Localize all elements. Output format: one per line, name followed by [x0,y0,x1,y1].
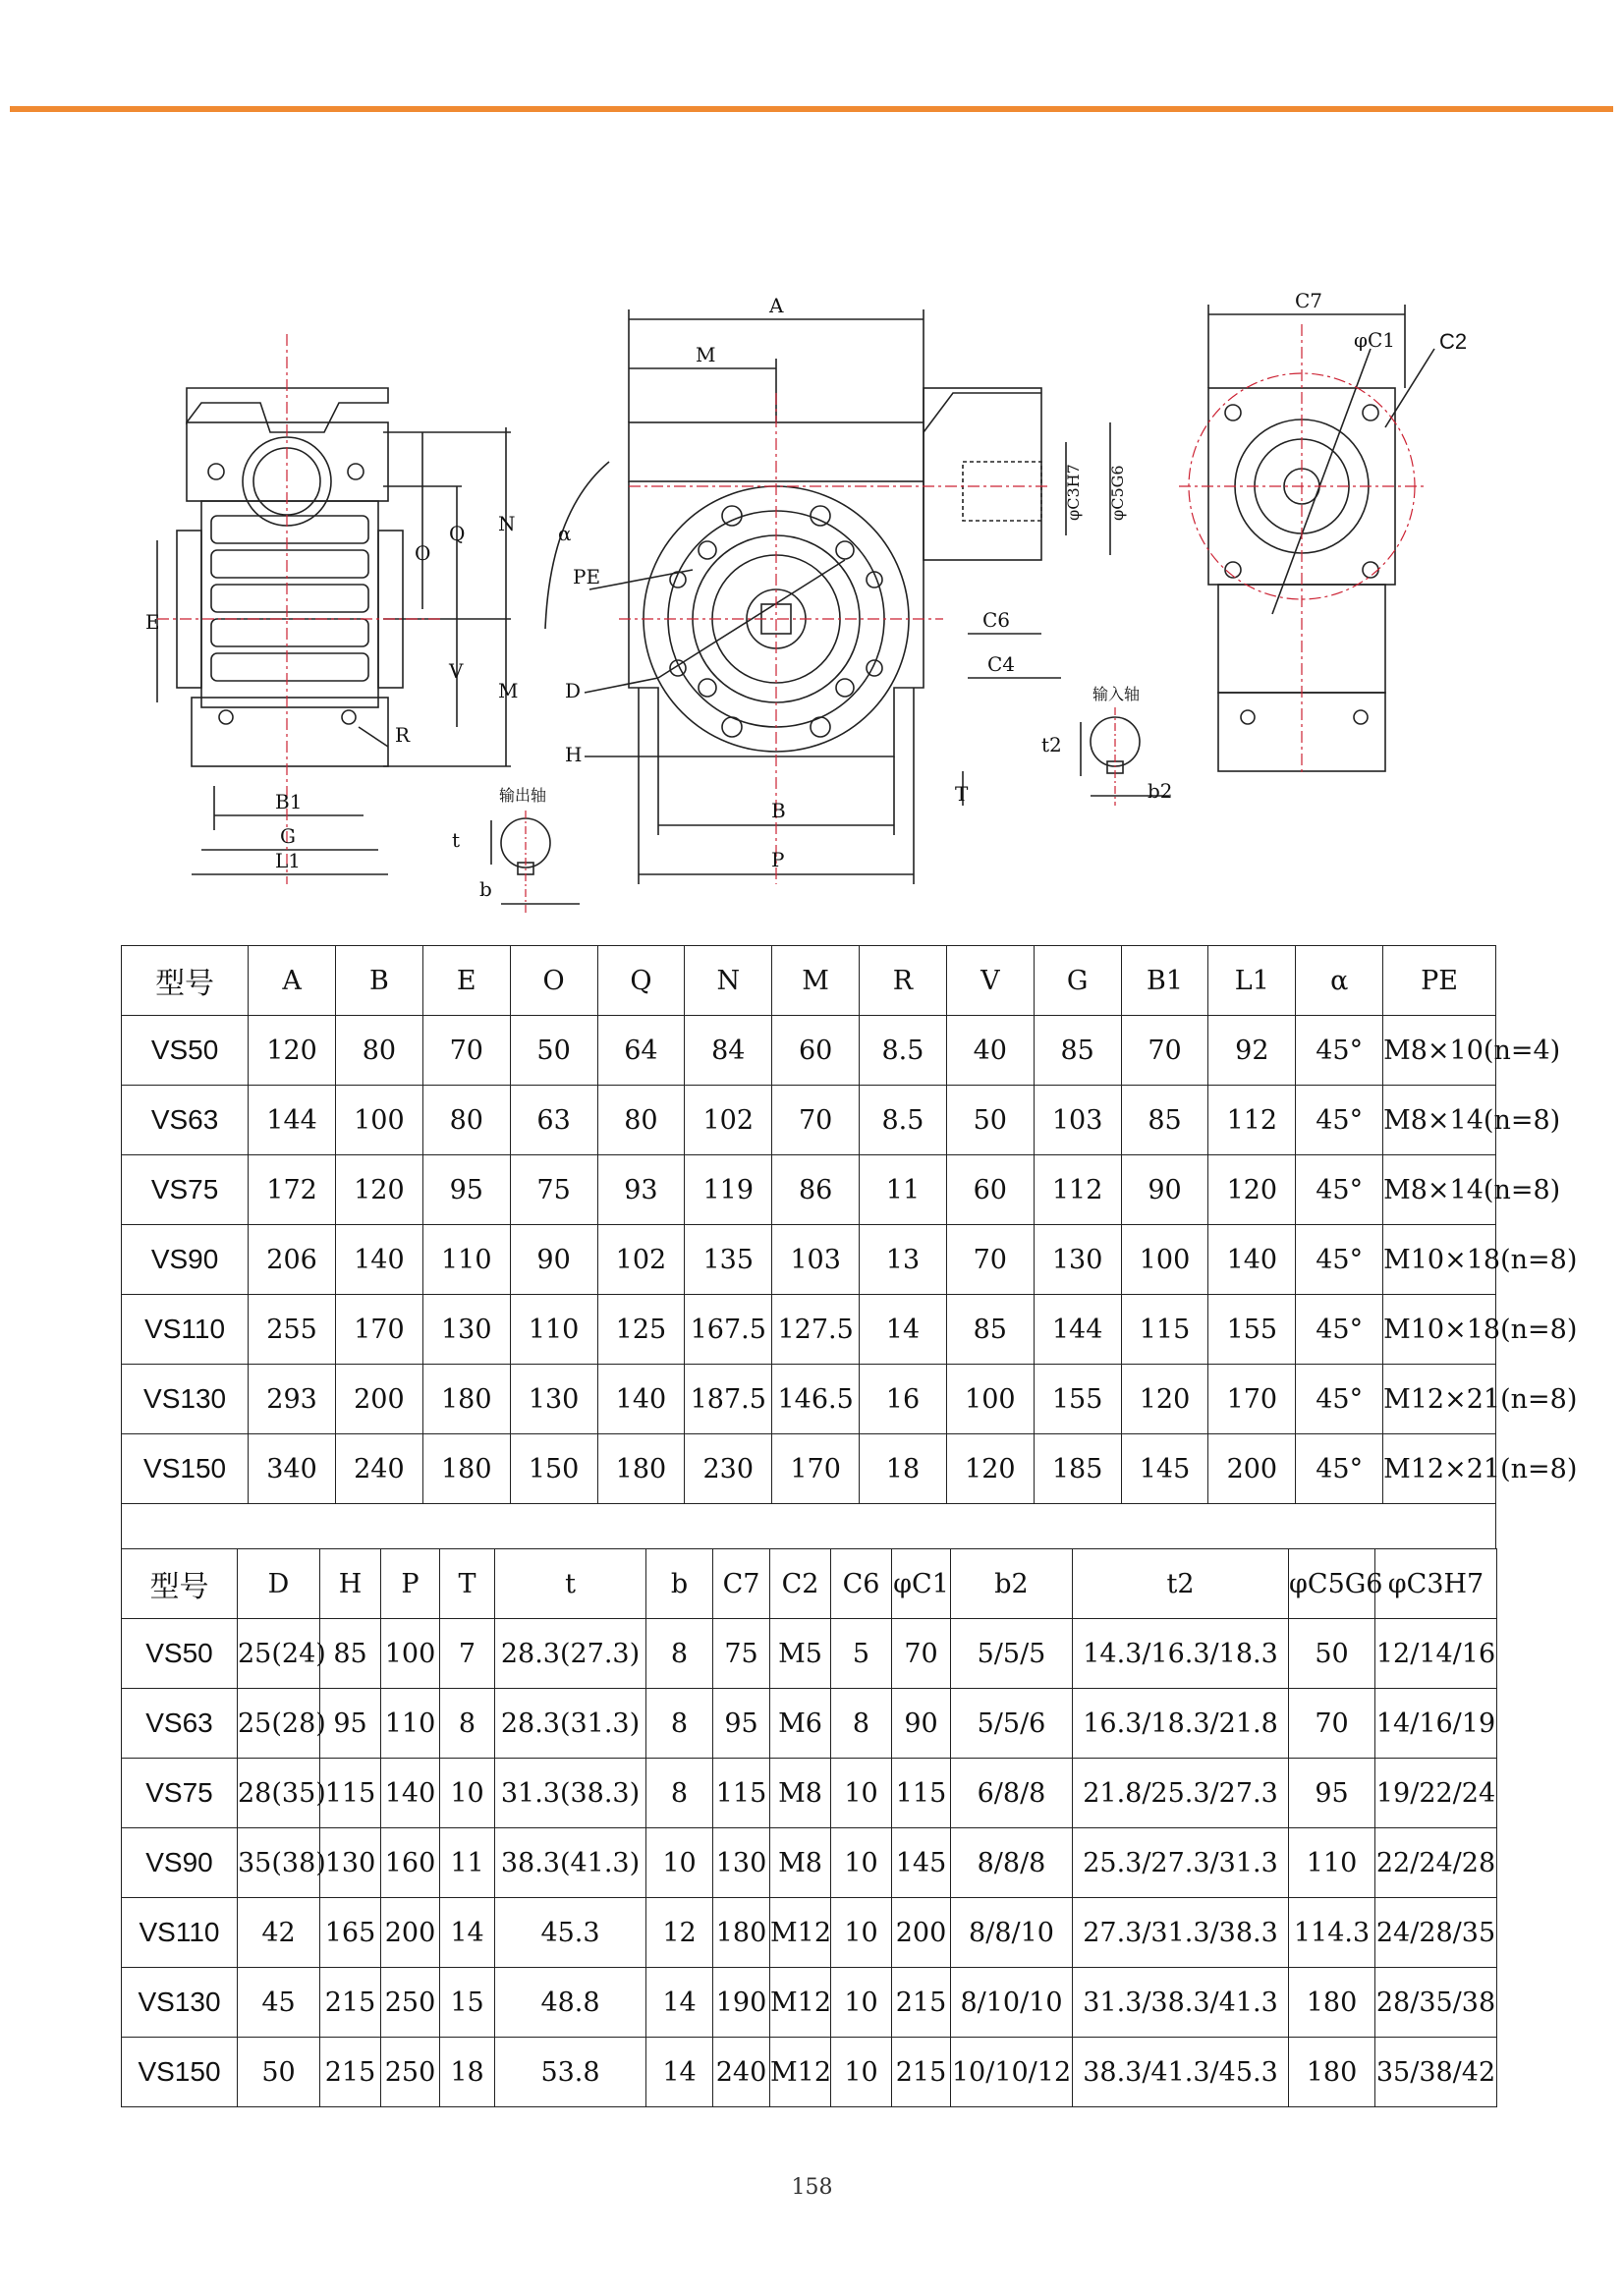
value-cell: 125 [597,1295,685,1365]
label-t2: t2 [1041,733,1062,756]
value-cell: 35(38) [238,1828,320,1898]
value-cell: 10 [831,1759,892,1828]
value-cell: 145 [1121,1434,1208,1504]
value-cell: 93 [597,1155,685,1225]
value-cell: M12×21(n=8) [1383,1434,1496,1504]
value-cell: 5 [831,1619,892,1689]
value-cell: 24/28/35 [1375,1898,1497,1968]
table-row [122,1434,1496,1504]
value-cell: 240 [335,1434,422,1504]
value-cell: 92 [1208,1016,1296,1086]
value-cell: 180 [597,1434,685,1504]
value-cell: 115 [1121,1295,1208,1365]
value-cell: 16 [860,1365,947,1434]
value-cell: 200 [892,1898,951,1968]
value-cell: M12 [770,1968,831,2038]
model-cell: VS90 [122,1225,249,1295]
model-cell: VS63 [122,1689,238,1759]
value-cell: 70 [422,1016,510,1086]
front-view [545,309,1110,884]
value-cell: 172 [249,1155,336,1225]
label-C2: C2 [1439,329,1468,354]
value-cell: M12×21(n=8) [1383,1365,1496,1434]
value-cell: 144 [1034,1295,1121,1365]
header-cell: α [1296,946,1383,1016]
value-cell: 14 [860,1295,947,1365]
header-cell: b2 [951,1549,1073,1619]
value-cell: 42 [238,1898,320,1968]
header-cell: H [320,1549,381,1619]
value-cell: 25.3/27.3/31.3 [1073,1828,1289,1898]
value-cell: 86 [772,1155,860,1225]
value-cell: 8 [646,1759,713,1828]
label-E: E [145,610,160,634]
value-cell: 115 [892,1759,951,1828]
input-shaft-title: 输入轴 [1092,685,1141,703]
label-C6: C6 [982,608,1011,632]
value-cell: 38.3/41.3/45.3 [1073,2038,1289,2107]
value-cell: 70 [892,1619,951,1689]
value-cell: 14 [440,1898,495,1968]
value-cell: 80 [335,1016,422,1086]
value-cell: 115 [320,1759,381,1828]
spec-table-1 [121,945,1578,1504]
value-cell: 8/8/8 [951,1828,1073,1898]
value-cell: 100 [335,1086,422,1155]
value-cell: 165 [320,1898,381,1968]
value-cell: 60 [946,1155,1034,1225]
spec-table-2 [121,1548,1497,2107]
header-cell: L1 [1208,946,1296,1016]
header-row [122,1549,1497,1619]
output-shaft-detail [491,818,580,904]
value-cell: 75 [713,1619,770,1689]
value-cell: 45° [1296,1086,1383,1155]
label-Q: Q [449,522,466,545]
value-cell: 70 [1121,1016,1208,1086]
table-row [122,1225,1496,1295]
label-b: b [479,877,492,901]
value-cell: 102 [597,1225,685,1295]
value-cell: 14.3/16.3/18.3 [1073,1619,1289,1689]
table-row [122,1759,1497,1828]
value-cell: 22/24/28 [1375,1828,1497,1898]
value-cell: 180 [713,1898,770,1968]
value-cell: M8×14(n=8) [1383,1086,1496,1155]
header-cell: B [335,946,422,1016]
value-cell: 70 [946,1225,1034,1295]
model-cell: VS50 [122,1619,238,1689]
header-row [122,946,1496,1016]
value-cell: 95 [320,1689,381,1759]
header-cell: φC5G6 [1289,1549,1375,1619]
header-cell: B1 [1121,946,1208,1016]
value-cell: 50 [946,1086,1034,1155]
value-cell: 130 [422,1295,510,1365]
value-cell: 10 [440,1759,495,1828]
value-cell: 112 [1034,1155,1121,1225]
header-cell: M [772,946,860,1016]
label-C3H7: φC3H7 [1064,464,1083,521]
value-cell: 155 [1208,1295,1296,1365]
value-cell: 200 [335,1365,422,1434]
value-cell: 100 [946,1365,1034,1434]
value-cell: 10 [831,1898,892,1968]
value-cell: 120 [946,1434,1034,1504]
value-cell: 130 [320,1828,381,1898]
label-M-front: M [696,343,716,366]
value-cell: 11 [860,1155,947,1225]
value-cell: 95 [422,1155,510,1225]
value-cell: 13 [860,1225,947,1295]
model-cell: VS130 [122,1365,249,1434]
value-cell: 90 [1121,1155,1208,1225]
value-cell: 8/8/10 [951,1898,1073,1968]
label-R: R [395,723,411,747]
table-row [122,1155,1496,1225]
value-cell: 180 [422,1434,510,1504]
model-cell: VS90 [122,1828,238,1898]
value-cell: M8×14(n=8) [1383,1155,1496,1225]
value-cell: 25(24) [238,1619,320,1689]
value-cell: 120 [335,1155,422,1225]
value-cell: 8 [646,1619,713,1689]
label-N: N [498,512,516,535]
value-cell: 180 [1289,1968,1375,2038]
value-cell: 45° [1296,1225,1383,1295]
value-cell: 10 [646,1828,713,1898]
value-cell: 8 [831,1689,892,1759]
value-cell: M12 [770,2038,831,2107]
value-cell: 70 [772,1086,860,1155]
value-cell: 215 [320,2038,381,2107]
table-row [122,1016,1496,1086]
value-cell: 40 [946,1016,1034,1086]
value-cell: 45° [1296,1155,1383,1225]
value-cell: 28/35/38 [1375,1968,1497,2038]
label-B1: B1 [275,790,303,813]
label-A: A [769,294,784,317]
value-cell: 112 [1208,1086,1296,1155]
value-cell: 85 [946,1295,1034,1365]
value-cell: 90 [510,1225,597,1295]
table-row [122,1365,1496,1434]
value-cell: 25(28) [238,1689,320,1759]
value-cell: 45° [1296,1016,1383,1086]
label-C5G6: φC5G6 [1108,465,1127,521]
value-cell: 119 [685,1155,772,1225]
value-cell: 12/14/16 [1375,1619,1497,1689]
header-cell: D [238,1549,320,1619]
value-cell: M5 [770,1619,831,1689]
value-cell: 53.8 [495,2038,646,2107]
value-cell: 10 [831,1828,892,1898]
header-cell: C6 [831,1549,892,1619]
value-cell: 127.5 [772,1295,860,1365]
value-cell: 100 [381,1619,440,1689]
value-cell: 45° [1296,1295,1383,1365]
value-cell: 70 [1289,1689,1375,1759]
value-cell: 48.8 [495,1968,646,2038]
value-cell: 10 [831,2038,892,2107]
label-C7: C7 [1295,289,1323,312]
table-row [122,1968,1497,2038]
value-cell: 110 [1289,1828,1375,1898]
value-cell: 28.3(27.3) [495,1619,646,1689]
model-cell: VS130 [122,1968,238,2038]
value-cell: 190 [713,1968,770,2038]
value-cell: 250 [381,1968,440,2038]
label-PE: PE [573,565,601,588]
value-cell: 60 [772,1016,860,1086]
value-cell: 102 [685,1086,772,1155]
value-cell: 170 [335,1295,422,1365]
table-row [122,1086,1496,1155]
value-cell: M6 [770,1689,831,1759]
value-cell: 130 [510,1365,597,1434]
value-cell: 170 [1208,1365,1296,1434]
value-cell: 8 [646,1689,713,1759]
value-cell: 146.5 [772,1365,860,1434]
value-cell: 21.8/25.3/27.3 [1073,1759,1289,1828]
value-cell: 10 [831,1968,892,2038]
value-cell: 80 [422,1086,510,1155]
value-cell: 120 [1208,1155,1296,1225]
value-cell: 14/16/19 [1375,1689,1497,1759]
label-G: G [280,824,296,848]
value-cell: 50 [510,1016,597,1086]
value-cell: 215 [892,2038,951,2107]
value-cell: 110 [381,1689,440,1759]
header-cell: t [495,1549,646,1619]
value-cell: 31.3/38.3/41.3 [1073,1968,1289,2038]
value-cell: 35/38/42 [1375,2038,1497,2107]
value-cell: 28(35) [238,1759,320,1828]
page-number: 158 [791,2175,833,2200]
header-cell: T [440,1549,495,1619]
label-C1: φC1 [1354,328,1396,352]
value-cell: 84 [685,1016,772,1086]
value-cell: 255 [249,1295,336,1365]
value-cell: 75 [510,1155,597,1225]
model-cell: VS150 [122,1434,249,1504]
value-cell: 15 [440,1968,495,2038]
value-cell: 170 [772,1434,860,1504]
value-cell: 115 [713,1759,770,1828]
table-row [122,1295,1496,1365]
header-cell: φC1 [892,1549,951,1619]
model-cell: VS75 [122,1759,238,1828]
value-cell: 64 [597,1016,685,1086]
value-cell: 293 [249,1365,336,1434]
value-cell: 12 [646,1898,713,1968]
value-cell: 28.3(31.3) [495,1689,646,1759]
value-cell: 200 [381,1898,440,1968]
value-cell: 50 [238,2038,320,2107]
model-cell: VS75 [122,1155,249,1225]
value-cell: 100 [1121,1225,1208,1295]
value-cell: 16.3/18.3/21.8 [1073,1689,1289,1759]
value-cell: 110 [422,1225,510,1295]
value-cell: 31.3(38.3) [495,1759,646,1828]
value-cell: 180 [1289,2038,1375,2107]
value-cell: 140 [597,1365,685,1434]
value-cell: 145 [892,1828,951,1898]
value-cell: 95 [713,1689,770,1759]
label-b2: b2 [1148,779,1173,803]
value-cell: 45 [238,1968,320,2038]
value-cell: 230 [685,1434,772,1504]
value-cell: 140 [335,1225,422,1295]
header-cell: φC3H7 [1375,1549,1497,1619]
value-cell: 45° [1296,1434,1383,1504]
table-spacer [121,1503,1496,1548]
header-cell-model: 型号 [122,946,249,1016]
value-cell: 8.5 [860,1086,947,1155]
value-cell: M8 [770,1759,831,1828]
header-cell: C2 [770,1549,831,1619]
value-cell: 250 [381,2038,440,2107]
header-cell: b [646,1549,713,1619]
label-V: V [449,659,464,683]
label-L1: L1 [275,849,302,872]
value-cell: 11 [440,1828,495,1898]
label-O: O [415,541,431,565]
value-cell: 8/10/10 [951,1968,1073,2038]
value-cell: 6/8/8 [951,1759,1073,1828]
model-cell: VS63 [122,1086,249,1155]
value-cell: 215 [892,1968,951,2038]
value-cell: 45° [1296,1365,1383,1434]
header-cell: Q [597,946,685,1016]
value-cell: 14 [646,2038,713,2107]
label-alpha: α [558,522,572,545]
value-cell: 38.3(41.3) [495,1828,646,1898]
value-cell: 85 [320,1619,381,1689]
value-cell: 27.3/31.3/38.3 [1073,1898,1289,1968]
model-cell: VS50 [122,1016,249,1086]
value-cell: 110 [510,1295,597,1365]
value-cell: 103 [772,1225,860,1295]
label-C4: C4 [987,652,1016,676]
value-cell: M10×18(n=8) [1383,1295,1496,1365]
value-cell: 85 [1034,1016,1121,1086]
output-shaft-title: 输出轴 [499,786,547,805]
value-cell: 180 [422,1365,510,1434]
value-cell: 185 [1034,1434,1121,1504]
label-T: T [955,782,969,806]
label-D: D [565,679,582,702]
value-cell: 5/5/5 [951,1619,1073,1689]
value-cell: 240 [713,2038,770,2107]
model-cell: VS150 [122,2038,238,2107]
value-cell: 80 [597,1086,685,1155]
value-cell: 155 [1034,1365,1121,1434]
value-cell: 50 [1289,1619,1375,1689]
model-cell: VS110 [122,1295,249,1365]
value-cell: 18 [860,1434,947,1504]
value-cell: 14 [646,1968,713,2038]
header-cell: P [381,1549,440,1619]
value-cell: 140 [381,1759,440,1828]
technical-drawing [0,0,1624,943]
value-cell: 160 [381,1828,440,1898]
value-cell: 8.5 [860,1016,947,1086]
label-P: P [771,848,785,871]
header-cell: A [249,946,336,1016]
value-cell: 85 [1121,1086,1208,1155]
table-row [122,1689,1497,1759]
value-cell: 340 [249,1434,336,1504]
value-cell: 167.5 [685,1295,772,1365]
header-cell: N [685,946,772,1016]
value-cell: 90 [892,1689,951,1759]
value-cell: 215 [320,1968,381,2038]
value-cell: 200 [1208,1434,1296,1504]
header-cell: C7 [713,1549,770,1619]
table-row [122,2038,1497,2107]
table-row [122,1828,1497,1898]
label-t: t [452,828,461,852]
header-cell: E [422,946,510,1016]
header-cell: V [946,946,1034,1016]
header-cell: O [510,946,597,1016]
side-view [157,388,511,874]
value-cell: 130 [1034,1225,1121,1295]
label-H: H [565,743,583,766]
value-cell: 5/5/6 [951,1689,1073,1759]
value-cell: 140 [1208,1225,1296,1295]
value-cell: 45.3 [495,1898,646,1968]
value-cell: 8 [440,1689,495,1759]
value-cell: 18 [440,2038,495,2107]
value-cell: 206 [249,1225,336,1295]
label-B: B [771,799,786,822]
label-M-side: M [498,679,519,702]
header-cell-model: 型号 [122,1549,238,1619]
value-cell: 120 [249,1016,336,1086]
value-cell: 7 [440,1619,495,1689]
value-cell: 144 [249,1086,336,1155]
value-cell: 19/22/24 [1375,1759,1497,1828]
header-cell: t2 [1073,1549,1289,1619]
model-cell: VS110 [122,1898,238,1968]
value-cell: 135 [685,1225,772,1295]
value-cell: 130 [713,1828,770,1898]
value-cell: 95 [1289,1759,1375,1828]
value-cell: 150 [510,1434,597,1504]
value-cell: 120 [1121,1365,1208,1434]
header-cell: G [1034,946,1121,1016]
value-cell: 10/10/12 [951,2038,1073,2107]
value-cell: 63 [510,1086,597,1155]
value-cell: M10×18(n=8) [1383,1225,1496,1295]
header-cell: PE [1383,946,1496,1016]
table-row [122,1898,1497,1968]
value-cell: M8×10(n=4) [1383,1016,1496,1086]
value-cell: 114.3 [1289,1898,1375,1968]
value-cell: M8 [770,1828,831,1898]
value-cell: 103 [1034,1086,1121,1155]
value-cell: M12 [770,1898,831,1968]
value-cell: 187.5 [685,1365,772,1434]
table-row [122,1619,1497,1689]
header-cell: R [860,946,947,1016]
